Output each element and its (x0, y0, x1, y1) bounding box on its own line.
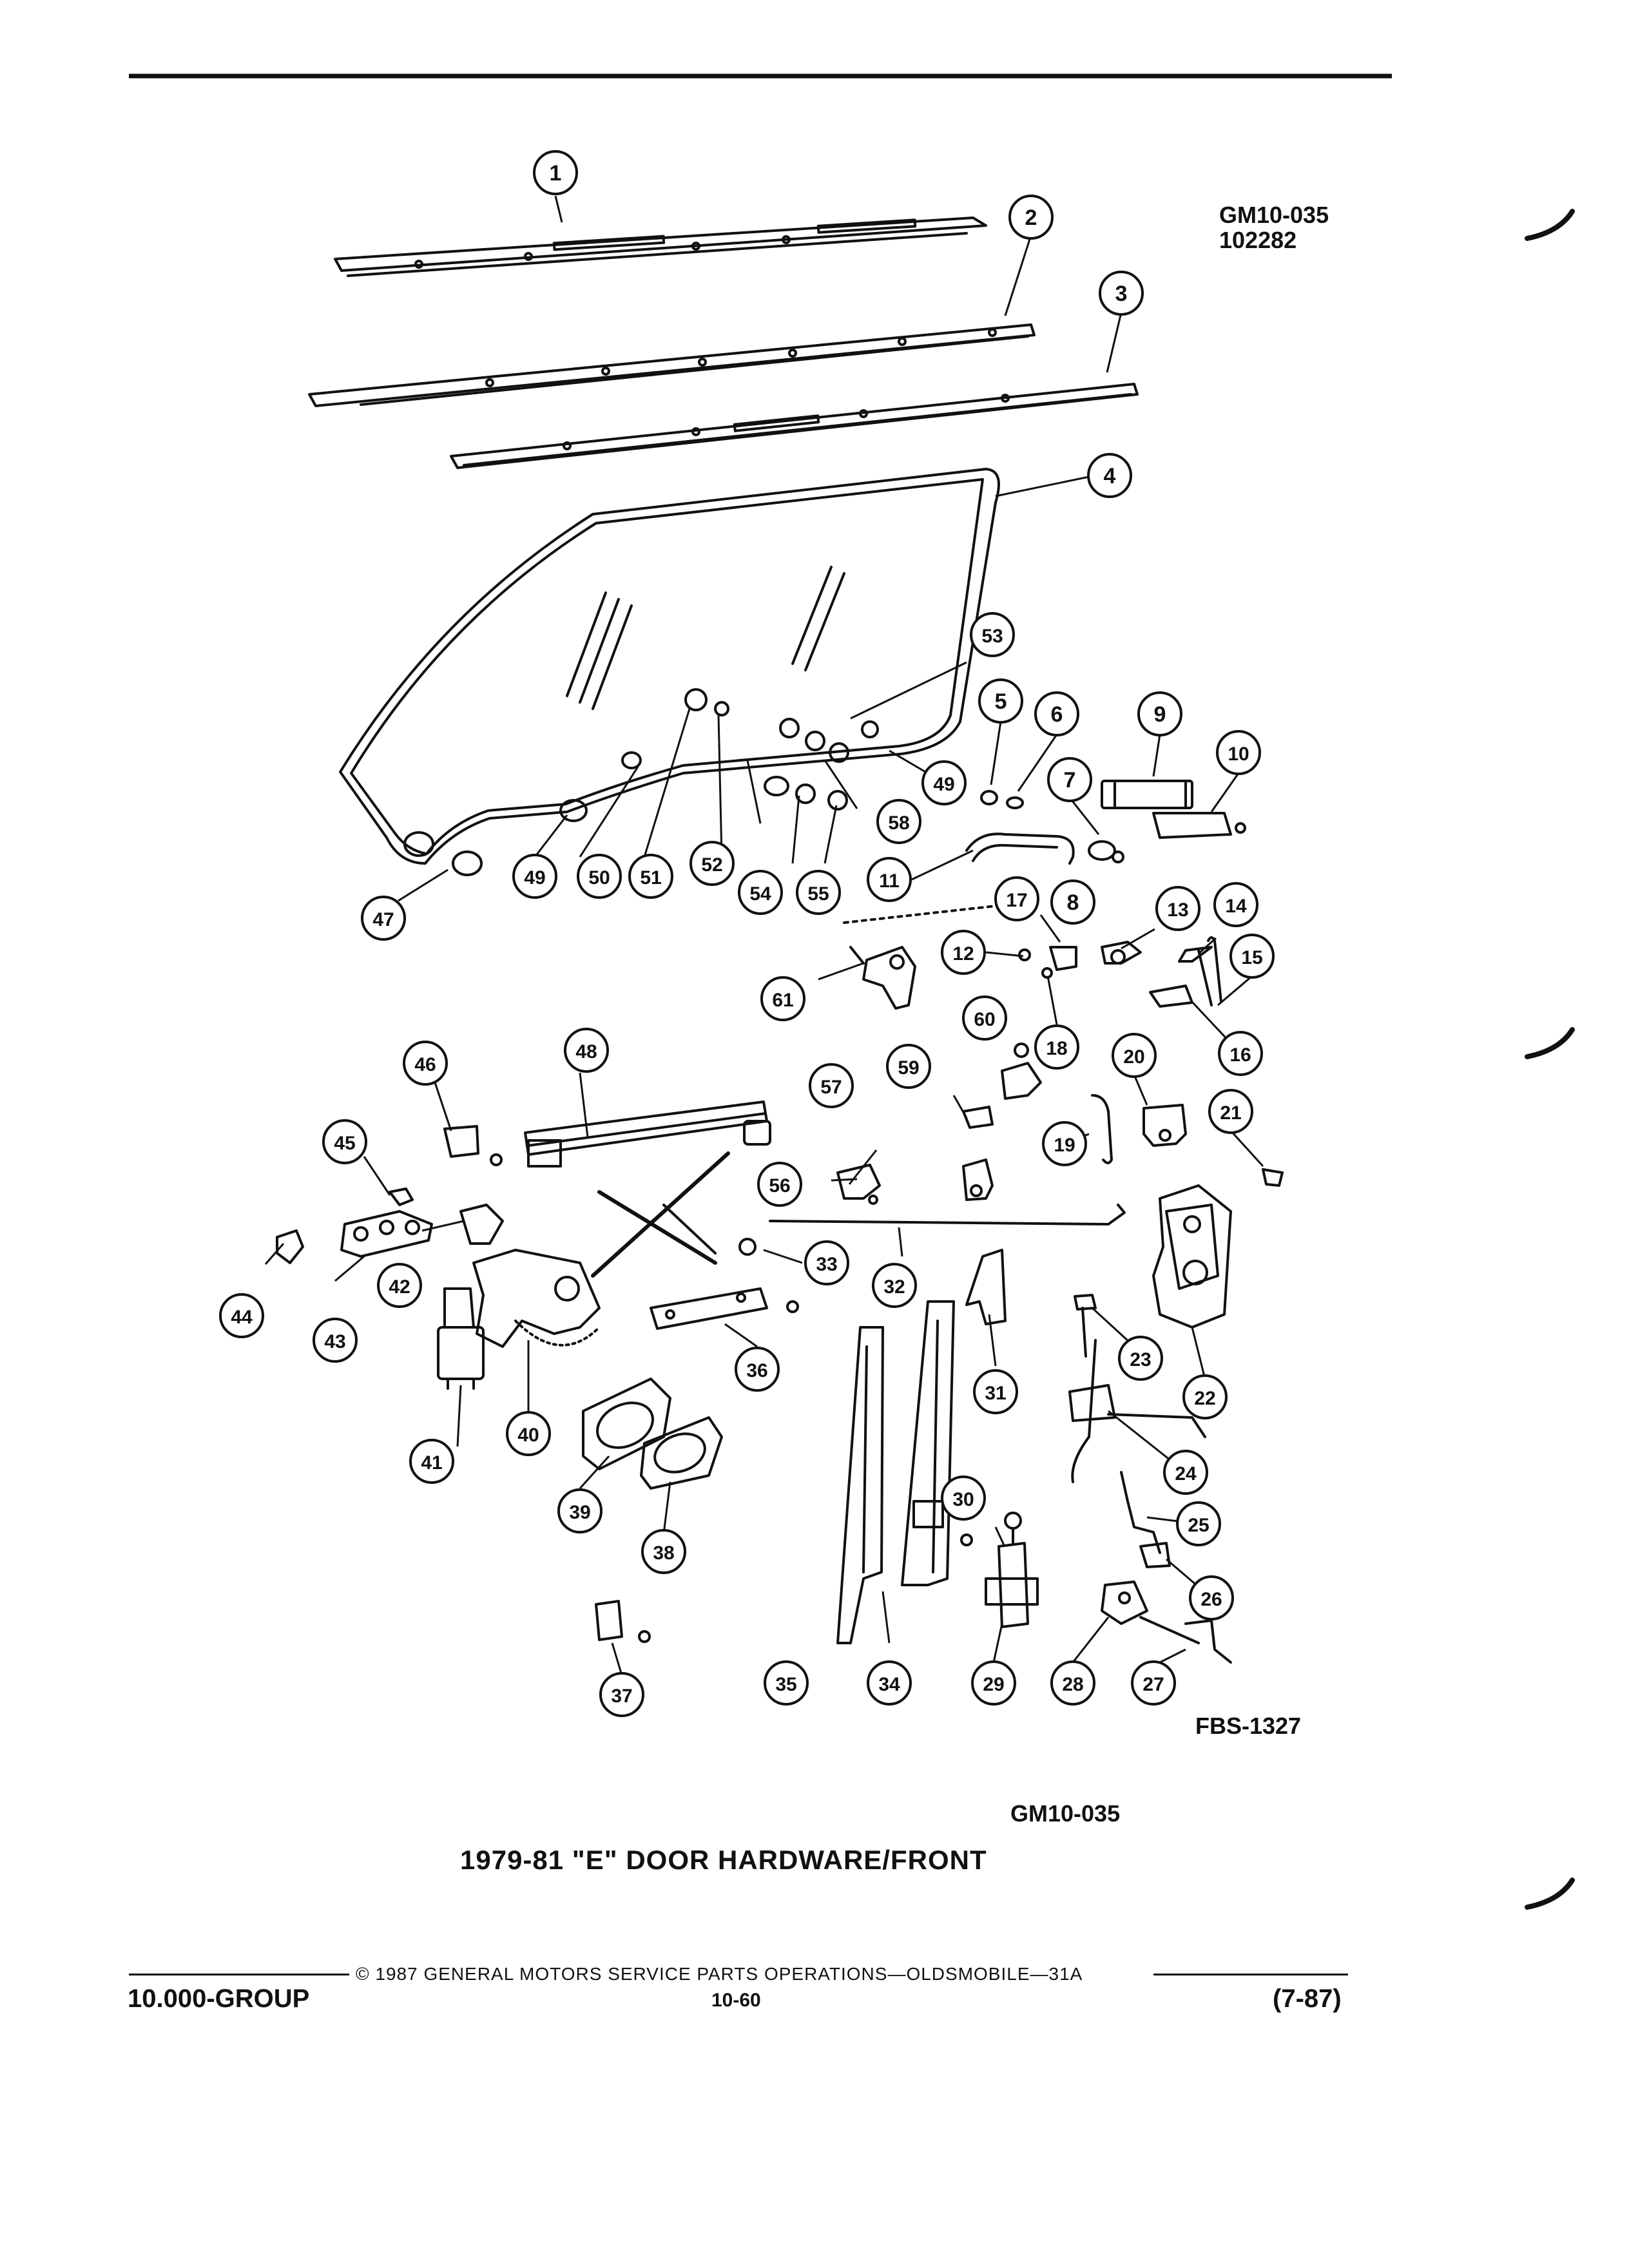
figure-date: 102282 (1219, 227, 1297, 253)
callout-number: 31 (985, 1383, 1007, 1404)
callout-number: 44 (231, 1307, 253, 1328)
part-37-clip (596, 1601, 650, 1642)
callout-number: 34 (878, 1674, 900, 1695)
callout-59 (887, 1045, 930, 1088)
part-34-35-run-channels (838, 1302, 972, 1643)
callout-39 (559, 1490, 601, 1532)
callout-number: 53 (981, 626, 1003, 647)
callout-21 (1210, 1090, 1252, 1133)
callout-number: 58 (888, 812, 910, 834)
callout-number: 48 (575, 1041, 597, 1062)
callout-46 (404, 1042, 447, 1084)
callout-25 (1177, 1503, 1220, 1545)
callout-44 (220, 1294, 263, 1337)
callout-number: 16 (1229, 1044, 1251, 1066)
callout-number: 52 (701, 854, 723, 876)
callout-number: 24 (1175, 1463, 1197, 1485)
callout-9 (1139, 693, 1181, 735)
callout-number: 33 (816, 1254, 838, 1275)
callout-60 (963, 997, 1006, 1039)
part-2-molding (309, 325, 1034, 406)
part-32-rod (740, 1205, 1124, 1254)
callout-number: 28 (1062, 1674, 1084, 1695)
callout-number: 9 (1153, 702, 1166, 727)
callout-number: 57 (820, 1077, 842, 1098)
callout-48 (565, 1029, 608, 1072)
callout-3 (1100, 272, 1142, 314)
callout-number: 23 (1130, 1349, 1152, 1370)
page-number: 10-60 (711, 1990, 761, 2011)
callout-number: 15 (1241, 947, 1263, 968)
callout-18 (1036, 1026, 1078, 1068)
callout-number: 10 (1228, 744, 1249, 765)
callout-number: 5 (994, 689, 1007, 714)
callout-number: 21 (1220, 1102, 1242, 1124)
callout-34 (868, 1662, 911, 1704)
part-29-30-actuator (986, 1513, 1037, 1627)
callout-14 (1215, 883, 1257, 926)
callout-47 (362, 897, 405, 939)
callout-number: 49 (933, 774, 955, 795)
callout-28 (1052, 1662, 1094, 1704)
callout-30 (942, 1477, 985, 1519)
footer-rule-left (129, 1974, 349, 1975)
callout-number: 8 (1066, 890, 1079, 915)
callout-number: 46 (414, 1054, 436, 1075)
callout-55 (797, 871, 840, 914)
callout-42 (378, 1264, 421, 1307)
callout-number: 27 (1142, 1674, 1164, 1695)
callout-number: 56 (769, 1175, 791, 1196)
callout-number: 25 (1188, 1515, 1210, 1536)
callout-56 (758, 1163, 801, 1206)
callout-number: 51 (640, 867, 662, 889)
callout-number: 7 (1063, 768, 1076, 793)
part-23-rod (1075, 1295, 1095, 1356)
callout-43 (314, 1319, 356, 1361)
callout-number: 19 (1054, 1135, 1075, 1156)
callout-number: 61 (772, 990, 794, 1011)
callout-13 (1157, 887, 1199, 930)
part-46-bracket (445, 1126, 501, 1165)
callout-number: 29 (983, 1674, 1005, 1695)
part-31-bracket (967, 1250, 1005, 1324)
page-title: 1979-81 "E" DOOR HARDWARE/FRONT (460, 1845, 987, 1875)
callout-61 (762, 977, 804, 1020)
callout-33 (805, 1242, 848, 1284)
callout-number: 20 (1123, 1046, 1145, 1068)
callout-15 (1231, 935, 1273, 977)
callout-58 (878, 800, 920, 843)
callout-number: 60 (974, 1009, 996, 1030)
callout-8 (1052, 881, 1094, 923)
callout-57 (810, 1064, 853, 1107)
callout-number: 49 (524, 867, 546, 889)
callout-10 (1217, 731, 1260, 774)
callout-number: 26 (1200, 1589, 1222, 1610)
callout-49 (923, 762, 965, 804)
callout-22 (1184, 1376, 1226, 1418)
callout-5 (979, 680, 1022, 722)
callout-38 (642, 1530, 685, 1573)
callout-number: 13 (1167, 899, 1189, 921)
part-22-door-lock (1153, 1186, 1231, 1327)
callout-number: 43 (324, 1331, 346, 1352)
footer-rule-right (1153, 1974, 1348, 1975)
callout-37 (601, 1673, 643, 1716)
part-38-39-speakers (583, 1379, 722, 1488)
left-hardware (277, 1189, 503, 1263)
callout-number: 39 (569, 1502, 591, 1523)
binder-marks (1527, 211, 1572, 1907)
callout-26 (1190, 1577, 1233, 1619)
callout-number: 55 (807, 883, 829, 905)
callout-number: 1 (549, 161, 562, 186)
callout-17 (996, 878, 1038, 920)
callout-51 (630, 855, 672, 898)
part-36-channel (651, 1289, 798, 1329)
callout-number: 18 (1046, 1038, 1068, 1059)
part-48-regulator-rail (525, 1102, 770, 1166)
callout-23 (1119, 1337, 1162, 1379)
callout-number: 11 (879, 870, 900, 892)
glass-hardware (405, 689, 878, 875)
callout-number: 47 (372, 909, 394, 930)
callout-7 (1048, 758, 1091, 801)
callout-49 (514, 855, 556, 898)
part-41-motor (438, 1289, 483, 1389)
callout-2 (1010, 196, 1052, 238)
copyright-line: © 1987 GENERAL MOTORS SERVICE PARTS OPERATIONS—OLDSMOBILE—31A (356, 1964, 1083, 1984)
callout-number: 38 (653, 1542, 675, 1564)
callout-number: 6 (1050, 702, 1063, 727)
callout-4 (1088, 454, 1131, 497)
callout-45 (323, 1120, 366, 1163)
callout-54 (739, 871, 782, 914)
illustration-code: FBS-1327 (1195, 1713, 1302, 1739)
callout-35 (765, 1662, 807, 1704)
callout-number: 22 (1194, 1388, 1216, 1409)
callout-1 (534, 151, 577, 194)
callout-number: 4 (1103, 464, 1116, 488)
callout-27 (1132, 1662, 1175, 1704)
part-3-molding (451, 384, 1137, 468)
callout-6 (1036, 693, 1078, 735)
callout-number: 54 (749, 883, 771, 905)
figure-code: GM10-035 (1219, 202, 1329, 228)
callout-number: 35 (775, 1674, 797, 1695)
caption-code: GM10-035 (1010, 1800, 1121, 1827)
callout-53 (971, 613, 1014, 656)
callout-36 (736, 1348, 778, 1390)
callout-41 (410, 1440, 453, 1483)
callout-20 (1113, 1034, 1155, 1077)
part-1-molding (335, 218, 986, 276)
callout-52 (691, 842, 733, 885)
callout-number: 42 (389, 1276, 410, 1298)
callout-11 (868, 858, 911, 901)
callout-number: 45 (334, 1133, 356, 1154)
callout-31 (974, 1370, 1017, 1413)
callout-29 (972, 1662, 1015, 1704)
callout-24 (1164, 1451, 1207, 1494)
callout-16 (1219, 1032, 1262, 1075)
group-label: 10.000-GROUP (128, 1984, 310, 2013)
callout-number: 17 (1006, 890, 1028, 911)
callout-32 (873, 1264, 916, 1307)
upper-right-hardware (967, 781, 1245, 863)
callout-number: 41 (421, 1452, 443, 1474)
callout-number: 32 (883, 1276, 905, 1298)
callout-number: 2 (1025, 206, 1037, 230)
callout-40 (507, 1412, 550, 1455)
callout-50 (578, 855, 621, 898)
callout-number: 3 (1115, 282, 1128, 306)
callout-12 (942, 931, 985, 974)
callout-number: 12 (952, 943, 974, 965)
callout-19 (1043, 1122, 1086, 1165)
part-40-regulator (474, 1153, 728, 1347)
callout-number: 30 (952, 1489, 974, 1510)
callout-number: 50 (588, 867, 610, 889)
callout-number: 14 (1225, 896, 1247, 917)
callout-number: 40 (517, 1425, 539, 1446)
revision-label: (7-87) (1273, 1984, 1342, 2013)
callout-number: 36 (746, 1360, 768, 1381)
callout-number: 37 (611, 1686, 633, 1707)
callout-number: 59 (898, 1057, 920, 1079)
